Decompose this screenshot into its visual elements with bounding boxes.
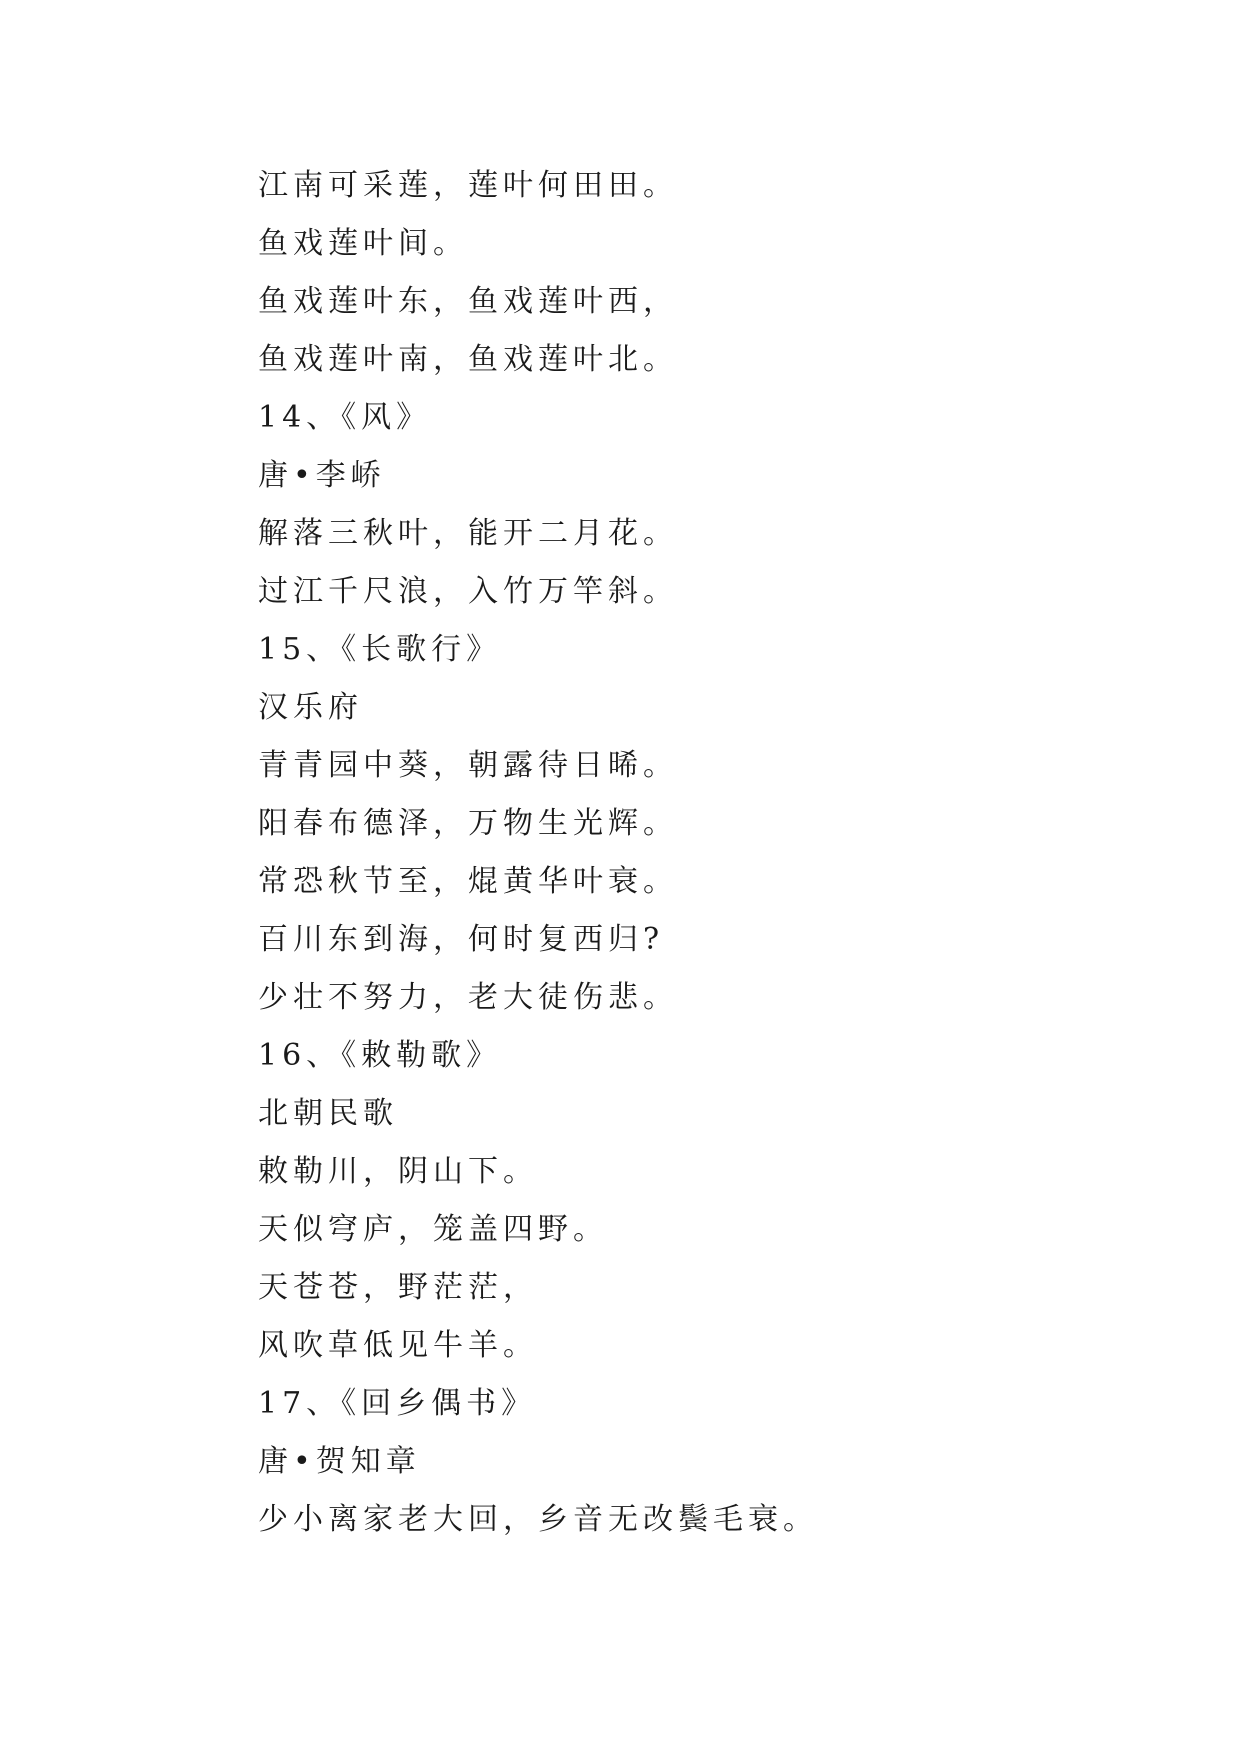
poem-line: 天似穹庐，笼盖四野。: [258, 1212, 608, 1247]
poem-author: 唐•贺知章: [258, 1444, 421, 1479]
poem-heading: 17、《回乡偶书》: [258, 1386, 537, 1421]
poem-line: 青青园中葵，朝露待日晞。: [258, 748, 678, 783]
poem-line: 少小离家老大回，乡音无改鬓毛衰。: [258, 1502, 818, 1537]
poem-line: 鱼戏莲叶间。: [258, 226, 468, 261]
poem-line: 敕勒川，阴山下。: [258, 1154, 538, 1189]
poem-line: 天苍苍，野茫茫，: [258, 1270, 538, 1305]
poem-line: 风吹草低见牛羊。: [258, 1328, 538, 1363]
poem-author: 唐•李峤: [258, 458, 386, 493]
poem-line: 少壮不努力，老大徒伤悲。: [258, 980, 678, 1015]
poem-heading: 16、《敕勒歌》: [258, 1038, 502, 1073]
poem-heading: 14、《风》: [258, 400, 432, 435]
poem-line: 鱼戏莲叶东，鱼戏莲叶西，: [258, 284, 678, 319]
poem-author: 汉乐府: [258, 690, 363, 725]
poem-line: 常恐秋节至，焜黄华叶衰。: [258, 864, 678, 899]
poem-line: 鱼戏莲叶南，鱼戏莲叶北。: [258, 342, 678, 377]
poem-text-block: [258, 157, 1158, 1549]
poem-author: 北朝民歌: [258, 1096, 398, 1131]
poem-line: 百川东到海，何时复西归?: [258, 922, 665, 957]
poem-heading: 15、《长歌行》: [258, 632, 502, 667]
poem-line: 过江千尺浪，入竹万竿斜。: [258, 574, 678, 609]
poem-line: 解落三秋叶，能开二月花。: [258, 516, 678, 551]
poem-line: 江南可采莲，莲叶何田田。: [258, 168, 678, 203]
poem-line: 阳春布德泽，万物生光辉。: [258, 806, 678, 841]
